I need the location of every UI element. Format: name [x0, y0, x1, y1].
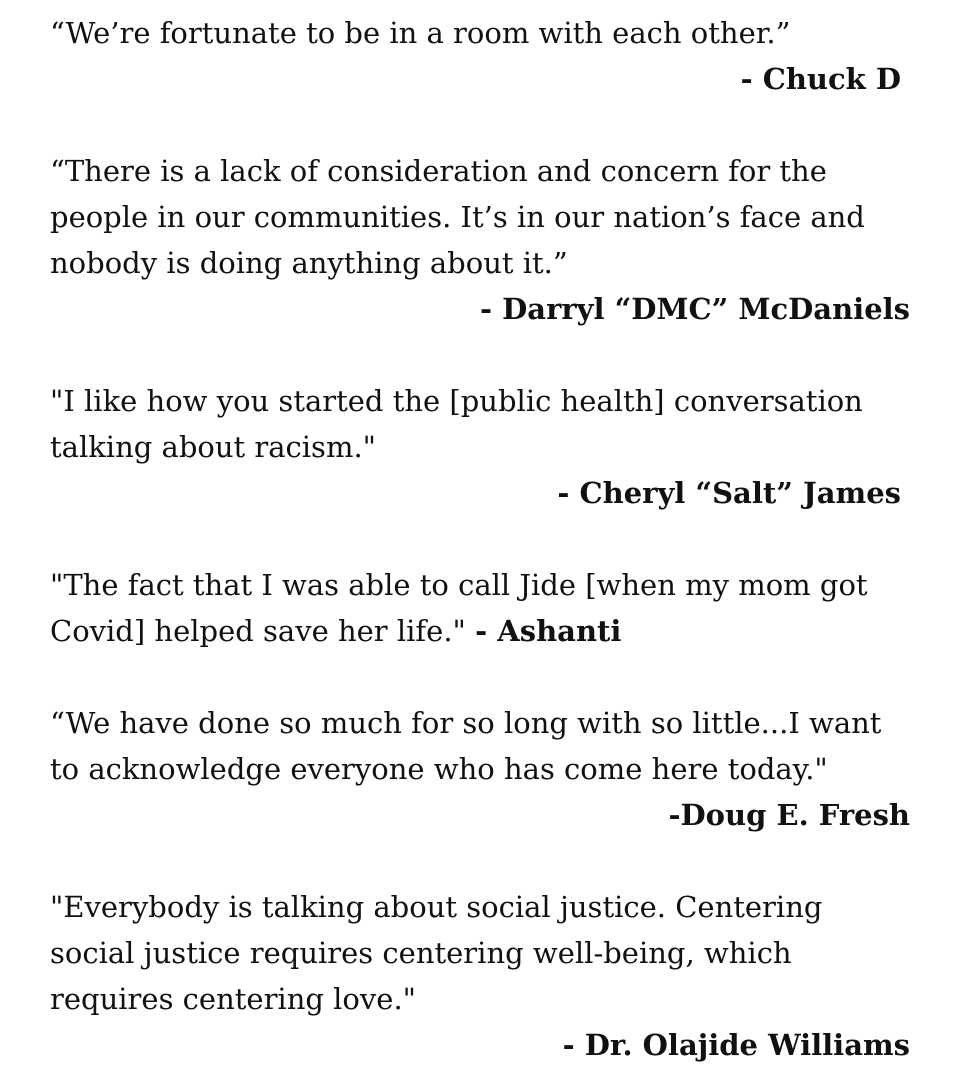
quote-dmc [50, 148, 910, 332]
spacer [50, 838, 910, 884]
spacer [50, 516, 910, 562]
quote-text: "Everybody is talking about social justice. Centering social justice requires centering well-being, which requires centering love." [50, 890, 823, 1016]
spacer [50, 332, 910, 378]
spacer [50, 654, 910, 700]
quote-text: “We have done so much for so long with so little...I want to acknowledge everyone who has come here today." [50, 706, 882, 786]
quote-attribution: - Dr. Olajide Williams [562, 1028, 910, 1062]
quote-doug-e-fresh [50, 700, 910, 838]
quote-text: "The fact that I was able to call Jide [when my mom got Covid] helped save her life." [50, 568, 868, 648]
quote-attribution: - Cheryl “Salt” James [557, 476, 901, 510]
quote-attribution: -Doug E. Fresh [668, 798, 910, 832]
spacer [50, 102, 910, 148]
quote-chuck-d [50, 10, 910, 102]
quote-attribution: - Chuck D [740, 62, 901, 96]
quote-salt [50, 378, 910, 516]
quote-text: "I like how you started the [public health] conversation talking about racism." [50, 384, 863, 464]
quote-attribution: - Ashanti [475, 614, 622, 648]
quote-ashanti [50, 562, 910, 654]
quote-text: “There is a lack of consideration and concern for the people in our communities. It’s in our nation’s face and nobody is doing anything about it.” [50, 154, 865, 280]
quote-attribution: - Darryl “DMC” McDaniels [480, 292, 910, 326]
quote-text: “We’re fortunate to be in a room with each other.” [50, 16, 791, 50]
quotes-list [50, 10, 910, 1068]
quote-text-with-attribution [50, 562, 910, 654]
quote-olajide-williams [50, 884, 910, 1068]
